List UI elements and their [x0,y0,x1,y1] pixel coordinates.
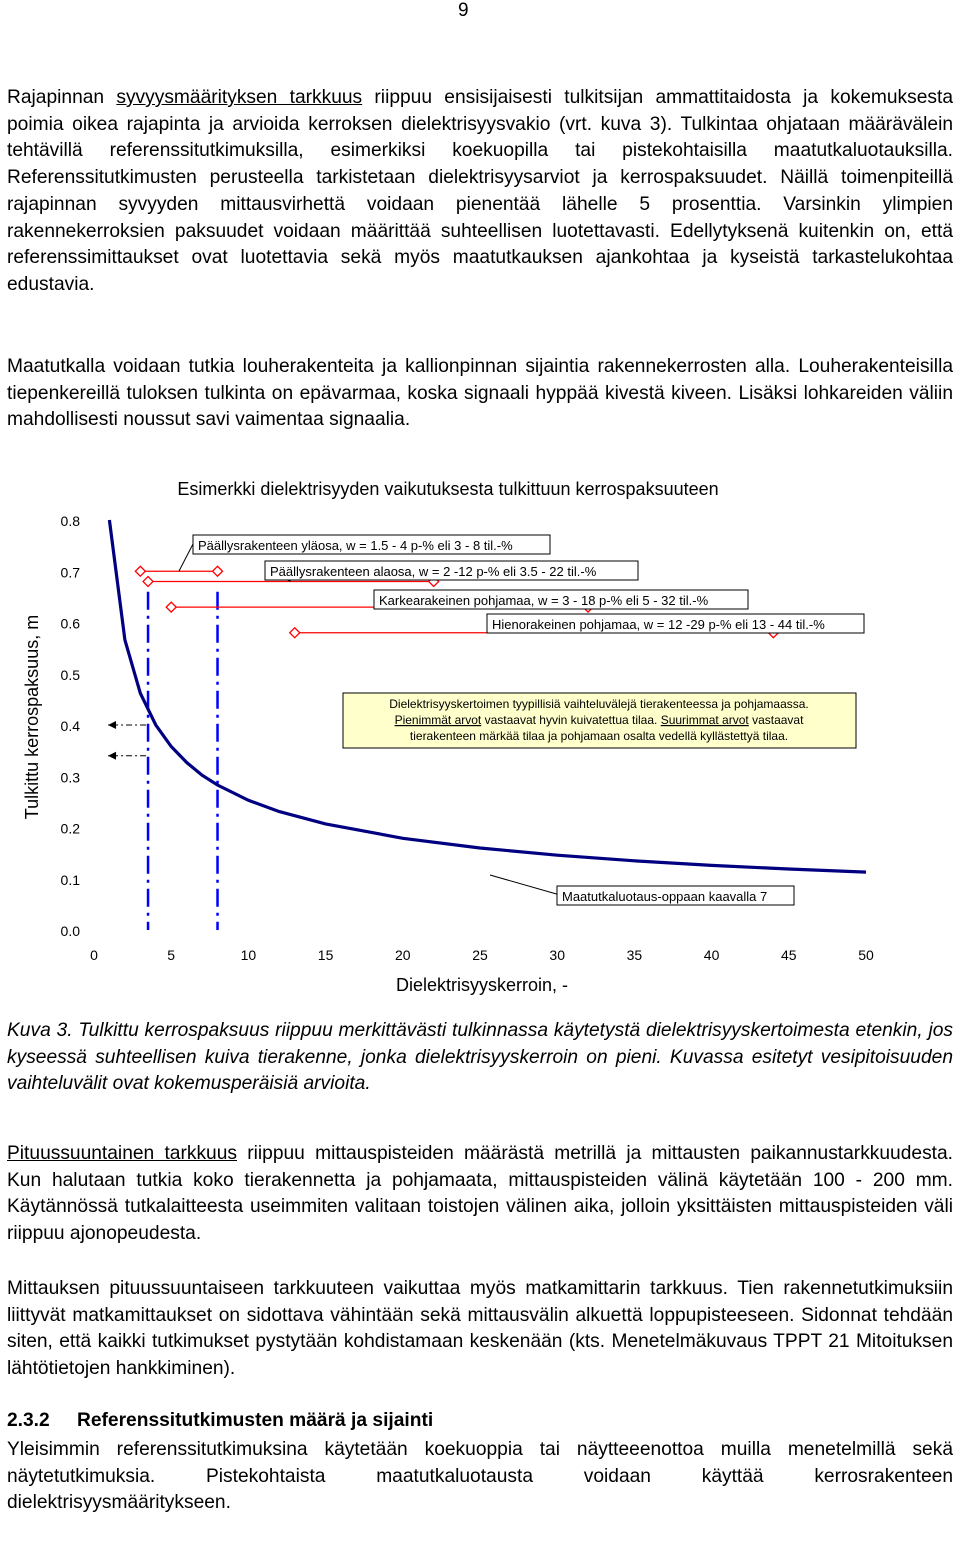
y-tick-label: 0.5 [60,666,80,683]
note-line-3: tierakenteen märkää tilaa ja pohjamaan osalta vedellä kyllästettyä tilaa. [409,729,789,743]
p1-underlined-term: syvyysmäärityksen tarkkuus [116,87,363,108]
range-label-1 [193,535,550,554]
y-tick-label: 0.2 [60,820,80,837]
figure-caption: Kuva 3. Tulkittu kerrospaksuus riippuu merkittävästi tulkinnassa käytetystä dielektrisyyskertoimesta etenkin, jos kyseessä suhteellisen kuiva tierakenne, jonka dielektrisyyskerroin on pieni. Kuvassa esitetyt vesipitoisuuden vaihteluvälit ovat kokemusperäisiä arvioita. [7,1020,953,1095]
section-number: 2.3.2 [7,1410,50,1431]
x-tick-label: 15 [317,947,334,963]
vertical-markers [148,592,217,930]
range-text-1: Päällysrakenteen yläosa, w = 1.5 - 4 p-% eli 3 - 8 til.-% [198,538,513,553]
y-tick-labels [61,513,81,939]
y-tick-label: 0.6 [60,615,80,632]
x-tick-labels [90,947,874,963]
range-end-marker [166,602,176,612]
range-end-marker [290,628,300,638]
paragraph-5: Yleisimmin referenssitutkimuksina käytetään koekuoppia tai näytteeenottoa muilla menetelmillä sekä näytetutkimuksia. Pistekohtaista maatutkaluotausta voidaan käyttää kerrosrakenteen dielektrisyysmääritykseen. [7,1439,953,1514]
p1-text-b: riippuu ensisijaisesti tulkitsijan ammattitaidosta ja kokemuksesta poimia oikea rajapinta ja arvioida kerroksen dielektrisyysvakio (vrt. kuva 3). Tulkintaa ohjataan määrävälein tehtävillä referenssitutkimuksilla, esimerkiksi koekuopilla tai pistekohtaisilla maatutkaluotauksilla. Referenssitutkimusten perusteella tarkistetaan dielektrisyysarviot ja kerrospaksuudet. Näillä toimenpiteillä rajapinnan syvyyden mittausvirhettä voidaan pienentää lähelle 5 prosenttia. Varsinkin ylimpien rakennekerroksien paksuudet voidaan määrittää suhteellisen luotettavasti. Edellytyksenä kuitenkin on, että referenssimittaukset ovat luotettavia sekä myös maatutkauksen ajankohtaa ja kyseistä tarkastelukohtaa edustavia. [7,87,953,295]
range-text-3: Karkearakeinen pohjamaa, w = 3 - 18 p-% eli 5 - 32 til.-% [379,593,709,608]
y-tick-label: 0.7 [60,564,80,581]
p1-text-a: Rajapinnan [7,87,117,108]
range-end-marker [135,566,145,576]
page-number: 9 [458,0,469,21]
x-tick-label: 40 [703,947,720,963]
x-tick-label: 0 [90,947,98,963]
note-line-1: Dielektrisyyskertoimen tyypillisiä vaihteluvälejä tierakenteessa ja pohjamaassa. [389,697,809,711]
range-text-4: Hienorakeinen pohjamaa, w = 12 -29 p-% eli 13 - 44 til.-% [492,617,825,632]
x-tick-label: 50 [858,947,874,963]
paragraph-4: Mittauksen pituussuuntaiseen tarkkuuteen vaikuttaa myös matkamittarin tarkkuus. Tien rakennetutkimuksiin liittyvät matkamittaukset on sidottava vähintään sekä mittausvälin alkuettä loppupisteeseen. Sidonnat tehdään siten, että kaikki tutkimukset pystytään kohdistamaan keskenään (kts. Menetelmäkuvaus TPPT 21 Mitoituksen lähtötietojen hankkiminen). [7,1278,953,1380]
y-tick-label: 0.0 [60,923,80,939]
range-label-3 [374,590,748,609]
y-tick-label: 0.1 [60,871,80,888]
range-leader [179,544,193,571]
thickness-chart [0,465,960,1010]
y-tick-label: 0.8 [60,513,80,529]
p3-text: riippuu mittauspisteiden määrästä metrillä ja mittausten paikannustarkkuudesta. Kun halutaan tutkia koko tierakennetta ja pohjamaata, mittauspisteiden välinä käytetään 100 - 200 mm. Käytännössä tutkalaitteesta useimmiten valitaan toistojen välinen aika, jolloin yksittäisten mittauspisteiden väli riippuu ajonopeudesta. [7,1143,953,1245]
curve-label [557,886,794,905]
section-heading [7,1410,433,1432]
x-tick-label: 5 [167,947,176,963]
paragraph-2: Maatutkalla voidaan tutkia louherakenteita ja kallionpinnan sijaintia rakennekerrosten alla. Louherakenteisilla tiepenkereillä tuloksen tulkinta on epävarmaa, koska signaali hyppää kivestä kiveen. Lisäksi lohkareiden väliin mahdollisesti noussut savi vaimentaa signaalia. [7,356,953,431]
x-axis-label: Dielektrisyyskerroin, - [395,975,569,995]
p3-underlined-term: Pituussuuntainen tarkkuus [7,1143,237,1164]
y-tick-label: 0.4 [60,718,80,734]
curve-label-leader [490,875,560,895]
arrow-head [108,752,116,760]
range-end-marker [143,577,153,587]
x-tick-label: 20 [395,947,411,963]
paragraph-3 [7,1141,953,1248]
curve-label-text: Maatutkaluotaus-oppaan kaavalla 7 [562,889,768,904]
range-text-2: Päällysrakenteen alaosa, w = 2 -12 p-% eli 3.5 - 22 til.-% [270,564,597,579]
arrow-markers [108,721,146,760]
chart-title: Esimerkki dielektrisyyden vaikutuksesta tulkittuun kerrospaksuuteen [177,479,719,499]
paragraph-1 [7,85,953,299]
section-title: Referenssitutkimusten määrä ja sijainti [77,1410,434,1431]
note-box [343,693,856,748]
range-end-marker [213,566,223,576]
x-tick-label: 10 [240,947,257,963]
x-tick-label: 35 [626,947,643,963]
note-line-2: Pienimmät arvot vastaavat hyvin kuivatettua tilaa. Suurimmat arvot vastaavat [394,713,804,727]
x-tick-label: 30 [549,947,565,963]
y-axis-label: Tulkittu kerrospaksuus, m [22,614,42,820]
x-tick-label: 45 [781,947,797,963]
range-label-4 [487,614,864,633]
range-label-2 [265,561,638,580]
arrow-head [108,721,116,729]
x-tick-label: 25 [472,947,488,963]
y-tick-label: 0.3 [60,769,80,786]
